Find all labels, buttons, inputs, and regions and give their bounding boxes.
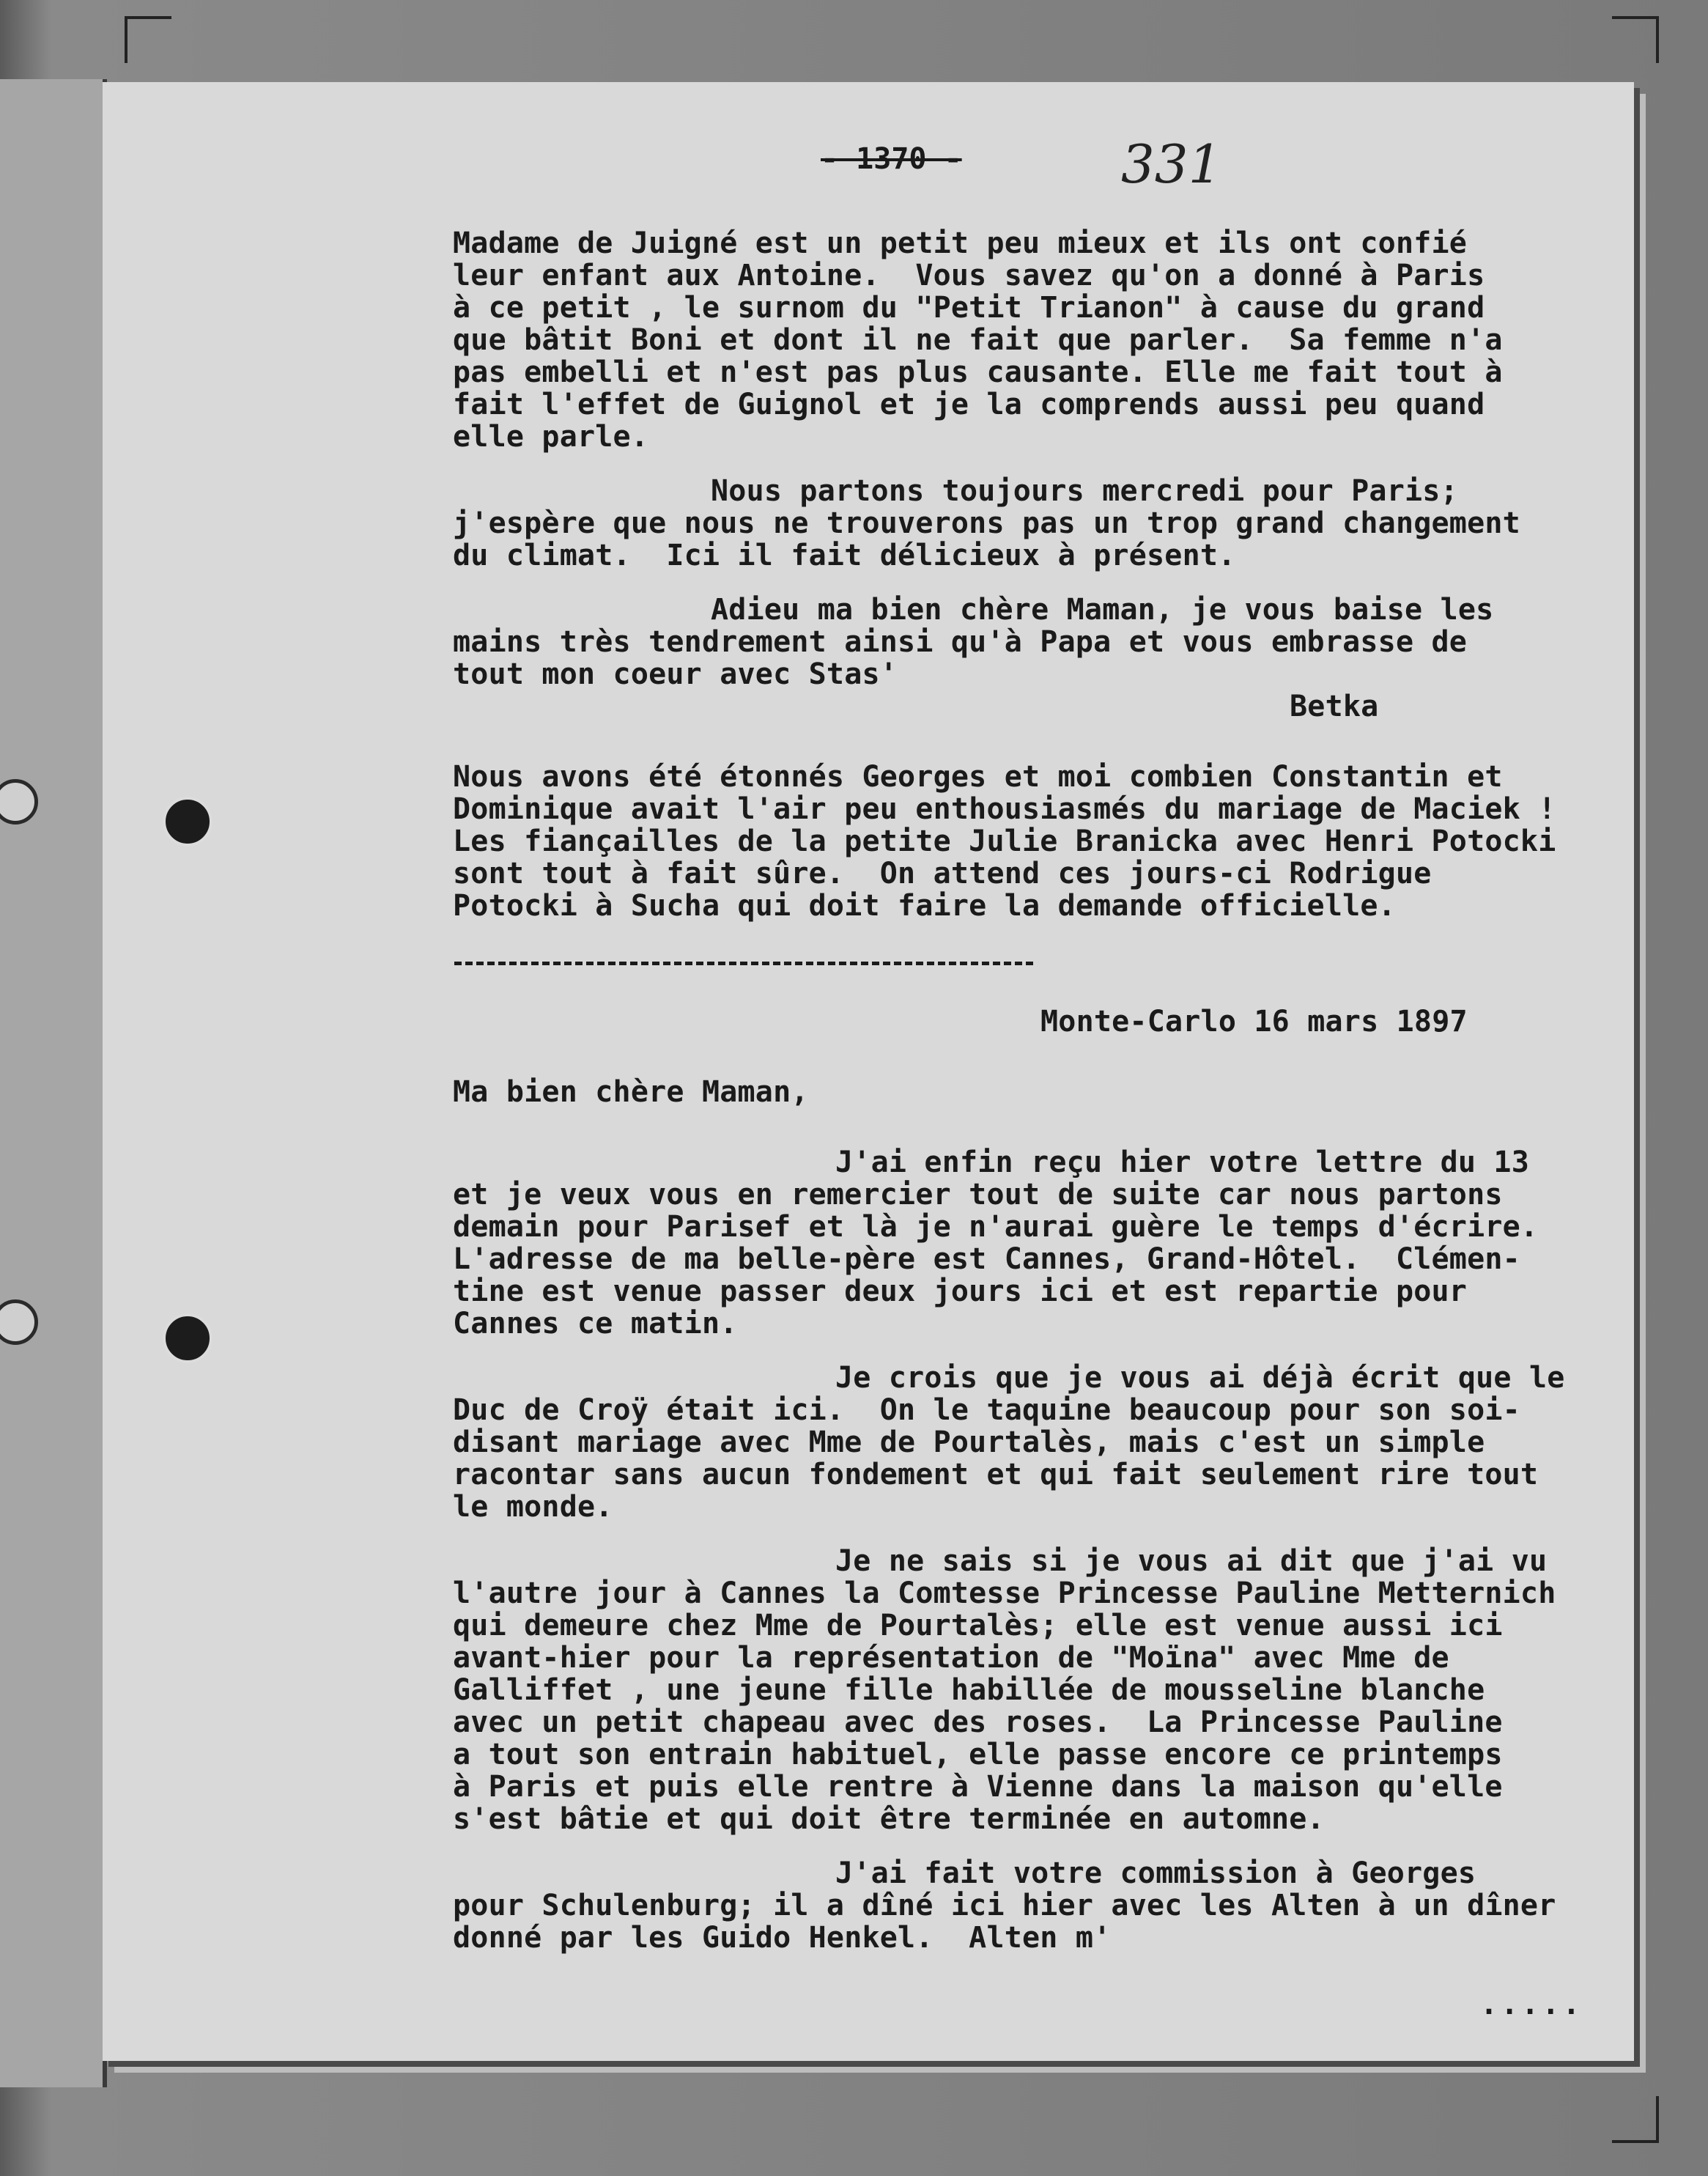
text-line: Adieu ma bien chère Maman, je vous baise les	[711, 593, 1494, 627]
crop-mark-top-right	[1612, 16, 1659, 63]
binder-ring-top	[0, 779, 38, 825]
text-line: Potocki à Sucha qui doit faire la demande officielle.	[453, 889, 1396, 923]
text-line: pour Schulenburg; il a dîné ici hier avec les Alten à un dîner	[453, 1889, 1556, 1922]
text-line: sont tout à fait sûre. On attend ces jours-ci Rodrigue	[453, 857, 1432, 890]
signature: Betka	[1290, 690, 1379, 723]
text-line: Madame de Juigné est un petit peu mieux et ils ont confié	[453, 226, 1468, 260]
document-sheet	[103, 82, 1634, 2061]
text-line: J'ai fait votre commission à Georges	[835, 1856, 1476, 1890]
text-line: disant mariage avec Mme de Pourtalès, mais c'est un simple	[453, 1426, 1485, 1459]
text-line: Dominique avait l'air peu enthousiasmés du mariage de Maciek !	[453, 792, 1556, 826]
letter-date: Monte-Carlo 16 mars 1897	[1040, 1005, 1468, 1039]
text-line: du climat. Ici il fait délicieux à présent.	[453, 539, 1236, 572]
text-line: a tout son entrain habituel, elle passe encore ce printemps	[453, 1738, 1503, 1771]
continuation-marker: .....	[1480, 1988, 1583, 2021]
text-line: s'est bâtie et qui doit être terminée en automne.	[453, 1802, 1325, 1836]
text-line: Nous avons été étonnés Georges et moi combien Constantin et	[453, 760, 1503, 794]
handwritten-folio-number: 331	[1121, 133, 1222, 195]
text-line: J'ai enfin reçu hier votre lettre du 13	[835, 1146, 1529, 1179]
salutation: Ma bien chère Maman,	[453, 1075, 809, 1109]
section-divider	[454, 962, 1033, 965]
binder-edge	[0, 79, 107, 2087]
text-line: à Paris et puis elle rentre à Vienne dans la maison qu'elle	[453, 1770, 1503, 1804]
text-line: l'autre jour à Cannes la Comtesse Princesse Pauline Metternich	[453, 1576, 1556, 1610]
text-line: elle parle.	[453, 420, 649, 454]
text-line: Cannes ce matin.	[453, 1307, 738, 1340]
page-number: - 1370 -	[821, 142, 962, 176]
text-line: avant-hier pour la représentation de "Moïna" avec Mme de	[453, 1641, 1449, 1675]
crop-mark-top-left	[125, 16, 171, 63]
text-line: Je crois que je vous ai déjà écrit que le	[835, 1361, 1565, 1395]
text-line: le monde.	[453, 1490, 613, 1524]
text-line: à ce petit , le surnom du "Petit Trianon" à cause du grand	[453, 291, 1485, 325]
text-line: tout mon coeur avec Stas'	[453, 657, 898, 691]
text-line: donné par les Guido Henkel. Alten m'	[453, 1921, 1112, 1955]
text-line: et je veux vous en remercier tout de suite car nous partons	[453, 1178, 1503, 1211]
text-line: Duc de Croÿ était ici. On le taquine beaucoup pour son soi-	[453, 1393, 1520, 1427]
text-line: que bâtit Boni et dont il ne fait que parler. Sa femme n'a	[453, 323, 1503, 357]
text-line: leur enfant aux Antoine. Vous savez qu'on a donné à Paris	[453, 259, 1485, 292]
crop-mark-bottom-right	[1612, 2096, 1659, 2143]
punch-hole-bottom	[163, 1313, 212, 1363]
text-line: Je ne sais si je vous ai dit que j'ai vu	[835, 1544, 1548, 1578]
text-line: Nous partons toujours mercredi pour Paris;	[711, 474, 1458, 508]
text-line: fait l'effet de Guignol et je la comprends aussi peu quand	[453, 388, 1485, 421]
letter-page	[103, 82, 1634, 2061]
text-line: mains très tendrement ainsi qu'à Papa et vous embrasse de	[453, 625, 1468, 659]
text-line: avec un petit chapeau avec des roses. La Princesse Pauline	[453, 1705, 1503, 1739]
text-line: Galliffet , une jeune fille habillée de mousseline blanche	[453, 1673, 1485, 1707]
text-line: demain pour Parisef et là je n'aurai guère le temps d'écrire.	[453, 1210, 1539, 1244]
text-line: Les fiançailles de la petite Julie Branicka avec Henri Potocki	[453, 825, 1556, 858]
text-line: pas embelli et n'est pas plus causante. Elle me fait tout à	[453, 355, 1503, 389]
text-line: j'espère que nous ne trouverons pas un trop grand changement	[453, 506, 1520, 540]
text-line: L'adresse de ma belle-père est Cannes, Grand-Hôtel. Clémen-	[453, 1242, 1520, 1276]
binder-ring-bottom	[0, 1299, 38, 1345]
text-line: tine est venue passer deux jours ici et est repartie pour	[453, 1275, 1468, 1308]
text-line: qui demeure chez Mme de Pourtalès; elle est venue aussi ici	[453, 1609, 1503, 1642]
text-line: racontar sans aucun fondement et qui fait seulement rire tout	[453, 1458, 1539, 1491]
punch-hole-top	[163, 797, 212, 847]
